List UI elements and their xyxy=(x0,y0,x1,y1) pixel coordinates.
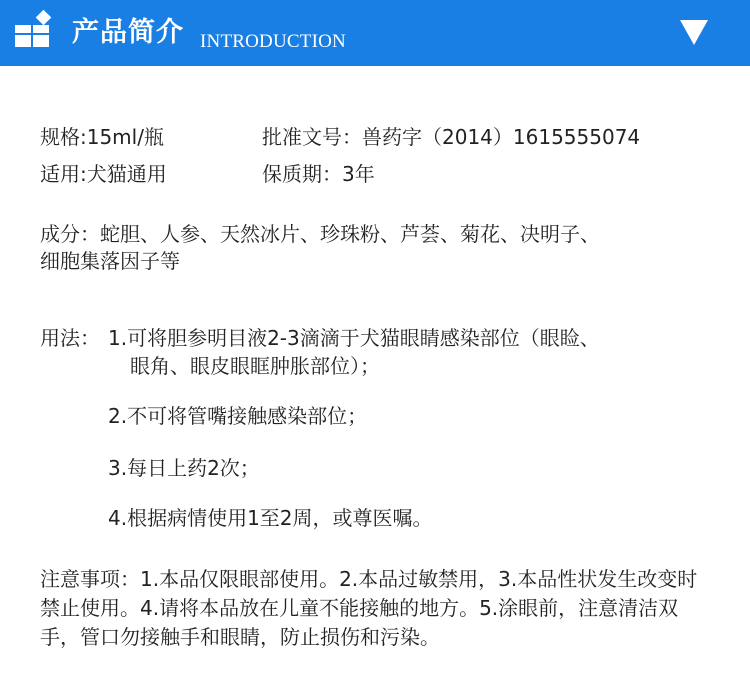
header-bar xyxy=(0,0,750,66)
triangle-down-icon[interactable] xyxy=(680,20,708,45)
squares-diamond-icon xyxy=(0,0,60,60)
page-title: 产品简介 xyxy=(72,17,184,48)
usage-step-3: 3.每日上药2次； xyxy=(108,456,260,480)
approval-number-text: 批准文号：兽药字（2014）1615555074 xyxy=(262,125,641,149)
usage-step-2: 2.不可将管嘴接触感染部位； xyxy=(108,404,368,428)
spec-text: 规格:15ml/瓶 xyxy=(40,125,164,149)
page-subtitle: INTRODUCTION xyxy=(200,31,346,52)
shelf-life-text: 保质期：3年 xyxy=(262,162,375,186)
ingredients-line-1: 成分：蛇胆、人参、天然冰片、珍珠粉、芦荟、菊花、决明子、 xyxy=(40,222,600,246)
usage-label: 用法： xyxy=(40,326,100,350)
product-info xyxy=(0,66,750,696)
applicable-text: 适用:犬猫通用 xyxy=(40,162,167,186)
usage-step-1-line-1: 1.可将胆参明目液2-3滴滴于犬猫眼睛感染部位（眼睑、 xyxy=(108,326,600,350)
ingredients-line-2: 细胞集落因子等 xyxy=(40,249,180,273)
precautions-text: 注意事项：1.本品仅限眼部使用。2.本品过敏禁用，3.本品性状发生改变时禁止使用。4.请将本品放在儿童不能接触的地方。5.涂眼前，注意清洁双手，管口勿接触手和眼睛，防止损伤和污染。 xyxy=(40,567,698,649)
usage-step-4: 4.根据病情使用1至2周，或尊医嘱。 xyxy=(108,506,433,530)
usage-step-1-line-2: 眼角、眼皮眼眶肿胀部位）； xyxy=(130,354,380,378)
